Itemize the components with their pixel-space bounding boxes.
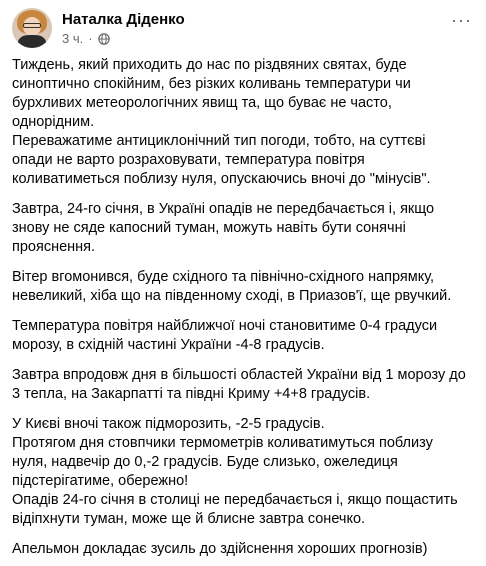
post-meta xyxy=(62,10,185,47)
more-options-button[interactable]: ··· xyxy=(451,10,472,30)
globe-icon[interactable] xyxy=(98,33,110,45)
post-paragraph: Температура повітря найближчої ночі становитиме 0-4 градуси морозу, в східній частині України -4-8 градусів. xyxy=(12,318,438,353)
author-name[interactable]: Наталка Діденко xyxy=(62,10,185,28)
post-header xyxy=(12,8,185,48)
post-paragraph: У Києві вночі також підморозить, -2-5 градусів. Протягом дня стовпчики термометрів коливатимуться поблизу нуля, надвечір до 0,-2 градусів. Буде слизько, ожеледиця підстерігатиме, обережно! Опадів 24-го січня в столиці не передбачається і, якщо пощастить відіпхнути туман, може ще й блисне завтра сонечко. xyxy=(12,416,458,527)
post-body xyxy=(12,56,478,559)
post-paragraph: Завтра, 24-го січня, в Україні опадів не передбачається і, якщо знову не сяде капосний туман, можуть навіть бути сонячні прояснення. xyxy=(12,201,435,255)
post-paragraph: Апельмон докладає зусиль до здійснення хороших прогнозів) xyxy=(12,541,428,557)
separator-dot: · xyxy=(88,30,93,46)
avatar[interactable] xyxy=(12,8,52,48)
post-paragraph: Завтра впродовж дня в більшості областей України від 1 морозу до 3 тепла, на Закарпатті та півдні Криму +4+8 градусів. xyxy=(12,367,466,402)
post-paragraph: Вітер вгомонився, буде східного та північно-східного напрямку, невеликий, хіба що на південному сході, в Приазов'ї, ще рвучкий. xyxy=(12,269,452,304)
post-time[interactable]: 3 ч. xyxy=(62,30,84,46)
post-paragraph: Тиждень, який приходить до нас по різдвяних святах, буде синоптично спокійним, без різких коливань температури чи бурхливих метеорологічних явищ та, що буває не часто, однорідним. Переважатиме антициклонічний тип погоди, тобто, на суттєві опади не варто розраховувати, температура повітря коливатиметься поблизу нуля, опускаючись вночі до "мінусів". xyxy=(12,57,431,187)
post-subline xyxy=(62,31,185,47)
